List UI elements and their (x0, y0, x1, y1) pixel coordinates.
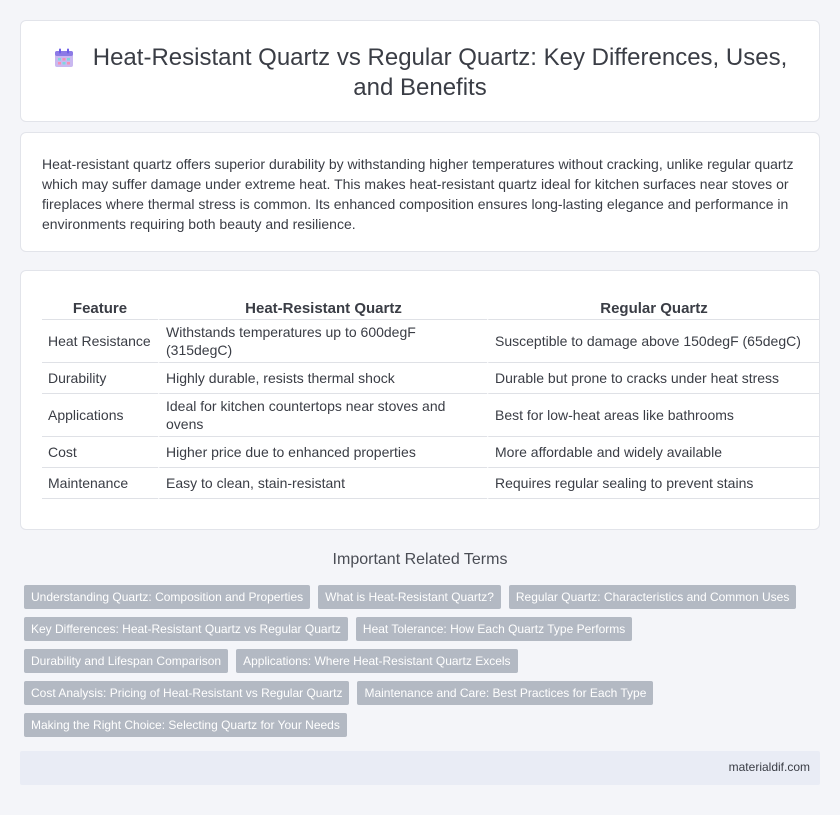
comparison-card (20, 270, 820, 530)
related-term-link[interactable]: Durability and Lifespan Comparison (24, 649, 228, 673)
footer-site-link[interactable]: materialdif.com (728, 760, 810, 774)
related-term-link[interactable]: Key Differences: Heat-Resistant Quartz vs Regular Quartz (24, 617, 348, 641)
table-cell: Susceptible to damage above 150degF (65degC) (487, 320, 819, 363)
table-cell: More affordable and widely available (487, 437, 819, 468)
page-title (41, 43, 799, 103)
table-header-row (42, 295, 819, 320)
table-row (42, 363, 819, 394)
header-card (20, 20, 820, 122)
table-cell: Requires regular sealing to prevent stains (487, 468, 819, 499)
footer (20, 751, 820, 785)
table-cell: Durable but prone to cracks under heat stress (487, 363, 819, 394)
table-row (42, 437, 819, 468)
intro-card (20, 132, 820, 252)
related-term-link[interactable]: Making the Right Choice: Selecting Quartz for Your Needs (24, 713, 347, 737)
related-term-link[interactable]: Applications: Where Heat-Resistant Quartz Excels (236, 649, 517, 673)
table-cell: Cost (42, 437, 158, 468)
table-cell: Withstands temperatures up to 600degF (315degC) (158, 320, 487, 363)
page-title-text: Heat-Resistant Quartz vs Regular Quartz: Key Differences, Uses, and Benefits (92, 44, 788, 101)
table-header: Regular Quartz (487, 295, 819, 320)
related-term-link[interactable]: Cost Analysis: Pricing of Heat-Resistant vs Regular Quartz (24, 681, 349, 705)
table-cell: Easy to clean, stain-resistant (158, 468, 487, 499)
table-cell: Higher price due to enhanced properties (158, 437, 487, 468)
table-row (42, 320, 819, 363)
table-cell: Highly durable, resists thermal shock (158, 363, 487, 394)
calendar-icon (53, 47, 75, 69)
table-row (42, 468, 819, 499)
table-header: Feature (42, 295, 158, 320)
table-cell: Best for low-heat areas like bathrooms (487, 394, 819, 437)
related-term-link[interactable]: Heat Tolerance: How Each Quartz Type Performs (356, 617, 632, 641)
table-header: Heat-Resistant Quartz (158, 295, 487, 320)
related-term-link[interactable]: Maintenance and Care: Best Practices for Each Type (357, 681, 653, 705)
intro-paragraph: Heat-resistant quartz offers superior durability by withstanding higher temperatures without cracking, unlike regular quartz which may suffer damage under extreme heat. This makes heat-resistant quartz ideal for kitchen surfaces near stoves or fireplaces where thermal stress is common. Its enhanced composition ensures long-lasting elegance and performance in environments requiring both beauty and resilience. (42, 156, 794, 232)
table-cell: Durability (42, 363, 158, 394)
related-terms-heading: Important Related Terms (332, 551, 508, 568)
related-terms-list (24, 585, 814, 737)
table-cell: Applications (42, 394, 158, 437)
table-cell: Maintenance (42, 468, 158, 499)
related-term-link[interactable]: Regular Quartz: Characteristics and Common Uses (509, 585, 796, 609)
table-cell: Heat Resistance (42, 320, 158, 363)
related-term-link[interactable]: What is Heat-Resistant Quartz? (318, 585, 501, 609)
related-term-link[interactable]: Understanding Quartz: Composition and Properties (24, 585, 310, 609)
comparison-table (42, 295, 819, 499)
table-row (42, 394, 819, 437)
table-cell: Ideal for kitchen countertops near stoves and ovens (158, 394, 487, 437)
